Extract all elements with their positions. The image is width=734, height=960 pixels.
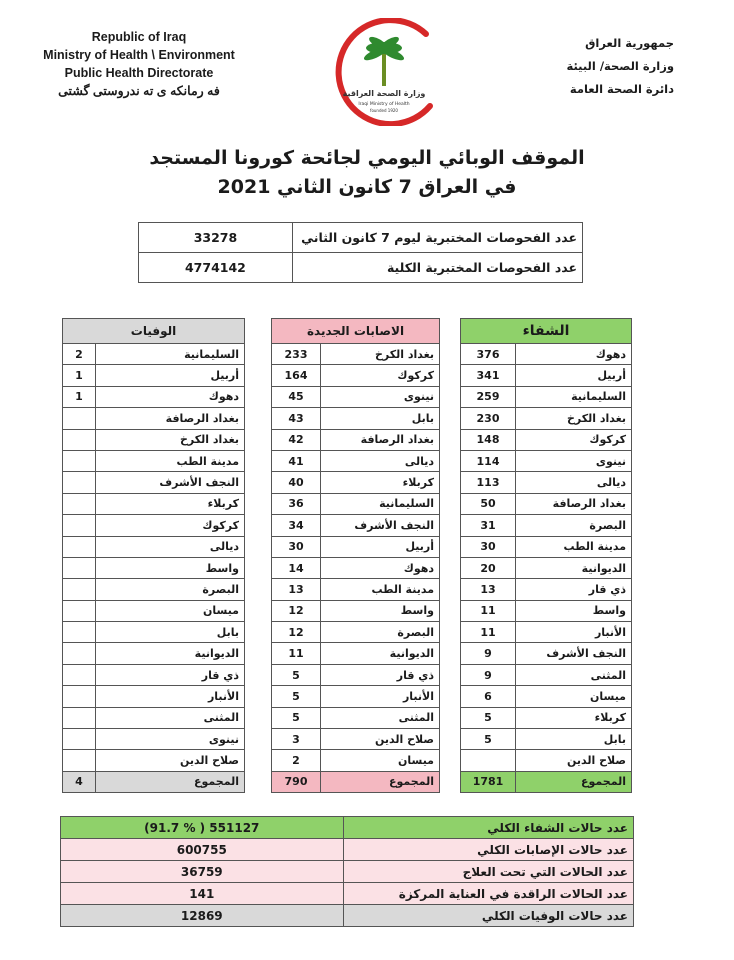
table-row bbox=[461, 707, 632, 728]
logo-founded-text: founded 1920 bbox=[370, 108, 398, 113]
header-right-line: دائرة الصحة العامة bbox=[569, 82, 674, 96]
row-value: 1 bbox=[63, 386, 96, 407]
total-row bbox=[272, 771, 440, 792]
header-left-line: فه رمانكه ى ته ندروستى گشتى bbox=[58, 84, 220, 98]
row-value: 20 bbox=[461, 557, 516, 578]
row-value: 43 bbox=[272, 408, 321, 429]
row-governorate: ميسان bbox=[96, 600, 245, 621]
row-governorate: نينوى bbox=[516, 450, 632, 471]
table-row bbox=[63, 536, 245, 557]
cases-header: الاصابات الجديدة bbox=[272, 319, 440, 344]
row-governorate: بغداد الكرخ bbox=[516, 408, 632, 429]
table-row bbox=[63, 408, 245, 429]
table-row bbox=[63, 750, 245, 771]
row-governorate: كركوك bbox=[321, 365, 440, 386]
row-value: 1 bbox=[63, 365, 96, 386]
row-value bbox=[63, 557, 96, 578]
table-row bbox=[272, 729, 440, 750]
table-row bbox=[461, 557, 632, 578]
summary-table bbox=[60, 816, 634, 927]
row-governorate: بغداد الكرخ bbox=[96, 429, 245, 450]
row-value: 30 bbox=[461, 536, 516, 557]
table-row bbox=[63, 579, 245, 600]
row-governorate: ذي قار bbox=[96, 664, 245, 685]
row-governorate: مدينة الطب bbox=[516, 536, 632, 557]
row-governorate: نينوى bbox=[96, 729, 245, 750]
ministry-logo bbox=[326, 18, 446, 126]
row-value: 114 bbox=[461, 450, 516, 471]
table-row bbox=[272, 750, 440, 771]
row-governorate: كربلاء bbox=[96, 493, 245, 514]
summary-label: عدد حالات الشفاء الكلي bbox=[343, 817, 633, 839]
table-row bbox=[461, 493, 632, 514]
table-row bbox=[272, 386, 440, 407]
row-governorate: كربلاء bbox=[516, 707, 632, 728]
header-right-line: وزارة الصحة/ البيئة bbox=[566, 59, 674, 73]
row-value bbox=[63, 429, 96, 450]
table-row bbox=[461, 536, 632, 557]
table-row bbox=[63, 515, 245, 536]
row-value bbox=[461, 750, 516, 771]
header-left-block bbox=[34, 28, 244, 100]
row-governorate: ديالى bbox=[516, 472, 632, 493]
row-governorate: السليمانية bbox=[321, 493, 440, 514]
logo-sub-text: Iraqi Ministry of Health bbox=[358, 102, 410, 107]
row-value: 11 bbox=[272, 643, 321, 664]
summary-row bbox=[61, 861, 634, 883]
row-governorate: الديوانية bbox=[321, 643, 440, 664]
tests-total-value: 4774142 bbox=[139, 253, 293, 283]
summary-row bbox=[61, 883, 634, 905]
header-left-line: Republic of Iraq bbox=[91, 30, 187, 44]
row-value: 5 bbox=[272, 664, 321, 685]
header-left-line: Public Health Directorate bbox=[64, 66, 214, 80]
row-value: 5 bbox=[272, 686, 321, 707]
table-row bbox=[461, 365, 632, 386]
row-value: 36 bbox=[272, 493, 321, 514]
row-value: 9 bbox=[461, 643, 516, 664]
palm-tree-icon bbox=[362, 35, 405, 86]
row-value bbox=[63, 600, 96, 621]
row-governorate: كركوك bbox=[516, 429, 632, 450]
summary-row bbox=[61, 839, 634, 861]
table-row bbox=[63, 386, 245, 407]
row-value: 41 bbox=[272, 450, 321, 471]
row-value: 341 bbox=[461, 365, 516, 386]
summary-label: عدد الحالات التي تحت العلاج bbox=[343, 861, 633, 883]
row-governorate: صلاح الدين bbox=[516, 750, 632, 771]
row-governorate: بابل bbox=[96, 622, 245, 643]
row-governorate: النجف الأشرف bbox=[321, 515, 440, 536]
row-governorate: كربلاء bbox=[321, 472, 440, 493]
row-value bbox=[63, 472, 96, 493]
row-governorate: أربيل bbox=[96, 365, 245, 386]
row-value: 113 bbox=[461, 472, 516, 493]
table-row bbox=[272, 557, 440, 578]
row-value: 148 bbox=[461, 429, 516, 450]
table-row bbox=[461, 686, 632, 707]
row-value bbox=[63, 729, 96, 750]
row-value: 233 bbox=[272, 344, 321, 365]
row-governorate: كركوك bbox=[96, 515, 245, 536]
row-value bbox=[63, 622, 96, 643]
row-governorate: السليمانية bbox=[516, 386, 632, 407]
row-value: 50 bbox=[461, 493, 516, 514]
total-label: المجموع bbox=[321, 771, 440, 792]
table-row bbox=[139, 223, 583, 253]
row-value: 14 bbox=[272, 557, 321, 578]
table-row bbox=[63, 493, 245, 514]
deaths-body bbox=[63, 319, 245, 793]
table-row bbox=[63, 365, 245, 386]
table-row bbox=[272, 408, 440, 429]
row-governorate: بابل bbox=[321, 408, 440, 429]
row-governorate: المثنى bbox=[321, 707, 440, 728]
recoveries-table bbox=[460, 318, 632, 793]
row-governorate: دهوك bbox=[516, 344, 632, 365]
summary-row bbox=[61, 905, 634, 927]
table-row bbox=[63, 707, 245, 728]
table-row bbox=[461, 579, 632, 600]
total-row bbox=[461, 771, 632, 792]
row-governorate: ذي قار bbox=[516, 579, 632, 600]
table-row bbox=[272, 515, 440, 536]
table-row bbox=[461, 600, 632, 621]
table-row bbox=[139, 253, 583, 283]
row-value: 45 bbox=[272, 386, 321, 407]
row-value bbox=[63, 664, 96, 685]
table-row bbox=[272, 707, 440, 728]
report-date: في العراق 7 كانون الثاني 2021 bbox=[217, 176, 517, 198]
report-title: الموقف الوبائي اليومي لجائحة كورونا المستجد bbox=[149, 147, 585, 169]
row-governorate: بغداد الرصافة bbox=[516, 493, 632, 514]
table-row bbox=[63, 450, 245, 471]
row-value: 6 bbox=[461, 686, 516, 707]
row-value: 9 bbox=[461, 664, 516, 685]
row-governorate: أربيل bbox=[516, 365, 632, 386]
recoveries-header: الشفاء bbox=[461, 319, 632, 344]
row-value: 34 bbox=[272, 515, 321, 536]
row-governorate: بغداد الكرخ bbox=[321, 344, 440, 365]
total-value: 4 bbox=[63, 771, 96, 792]
recoveries-body bbox=[461, 319, 632, 793]
table-row bbox=[461, 472, 632, 493]
table-row bbox=[272, 536, 440, 557]
table-row bbox=[272, 472, 440, 493]
row-governorate: الأنبار bbox=[96, 686, 245, 707]
row-governorate: ديالى bbox=[96, 536, 245, 557]
row-governorate: الأنبار bbox=[516, 622, 632, 643]
table-header-row bbox=[272, 319, 440, 344]
row-governorate: بغداد الرصافة bbox=[96, 408, 245, 429]
summary-value: (91.7 % ) 551127 bbox=[61, 817, 344, 839]
total-value: 1781 bbox=[461, 771, 516, 792]
table-row bbox=[63, 344, 245, 365]
row-value: 11 bbox=[461, 600, 516, 621]
table-row bbox=[63, 643, 245, 664]
table-row bbox=[461, 515, 632, 536]
row-value: 31 bbox=[461, 515, 516, 536]
table-row bbox=[272, 344, 440, 365]
table-row bbox=[272, 493, 440, 514]
table-row bbox=[63, 472, 245, 493]
row-value bbox=[63, 707, 96, 728]
row-governorate: دهوك bbox=[96, 386, 245, 407]
row-value bbox=[63, 579, 96, 600]
row-governorate: واسط bbox=[96, 557, 245, 578]
row-value bbox=[63, 450, 96, 471]
table-row bbox=[63, 429, 245, 450]
summary-label: عدد حالات الإصابات الكلي bbox=[343, 839, 633, 861]
table-row bbox=[461, 729, 632, 750]
table-row bbox=[461, 408, 632, 429]
row-governorate: واسط bbox=[321, 600, 440, 621]
row-governorate: المثنى bbox=[96, 707, 245, 728]
row-value: 259 bbox=[461, 386, 516, 407]
row-value: 40 bbox=[272, 472, 321, 493]
row-value: 13 bbox=[272, 579, 321, 600]
row-value bbox=[63, 536, 96, 557]
summary-label: عدد حالات الوفيات الكلي bbox=[343, 905, 633, 927]
tests-daily-label: عدد الفحوصات المختبرية ليوم 7 كانون الثاني bbox=[292, 223, 582, 253]
total-value: 790 bbox=[272, 771, 321, 792]
row-value bbox=[63, 493, 96, 514]
row-governorate: صلاح الدين bbox=[96, 750, 245, 771]
table-row bbox=[63, 729, 245, 750]
table-row bbox=[272, 622, 440, 643]
row-value: 13 bbox=[461, 579, 516, 600]
logo-title-text: وزارة الصحة العراقية bbox=[342, 89, 426, 98]
table-row bbox=[461, 750, 632, 771]
row-value: 230 bbox=[461, 408, 516, 429]
row-governorate: ميسان bbox=[321, 750, 440, 771]
row-governorate: مدينة الطب bbox=[96, 450, 245, 471]
table-row bbox=[461, 344, 632, 365]
row-value: 12 bbox=[272, 600, 321, 621]
row-governorate: البصرة bbox=[516, 515, 632, 536]
table-row bbox=[461, 664, 632, 685]
row-governorate: البصرة bbox=[96, 579, 245, 600]
row-value: 30 bbox=[272, 536, 321, 557]
row-governorate: البصرة bbox=[321, 622, 440, 643]
table-row bbox=[272, 365, 440, 386]
row-governorate: واسط bbox=[516, 600, 632, 621]
table-row bbox=[63, 557, 245, 578]
summary-label: عدد الحالات الراقدة في العناية المركزة bbox=[343, 883, 633, 905]
summary-row bbox=[61, 817, 634, 839]
row-value bbox=[63, 686, 96, 707]
row-governorate: ميسان bbox=[516, 686, 632, 707]
row-governorate: ذي قار bbox=[321, 664, 440, 685]
total-row bbox=[63, 771, 245, 792]
lab-tests-table bbox=[138, 222, 583, 283]
row-governorate: الديوانية bbox=[516, 557, 632, 578]
deaths-header: الوفيات bbox=[63, 319, 245, 344]
table-row bbox=[63, 686, 245, 707]
row-value: 2 bbox=[272, 750, 321, 771]
row-value bbox=[63, 643, 96, 664]
table-row bbox=[63, 600, 245, 621]
header-right-block bbox=[554, 32, 674, 101]
summary-value: 36759 bbox=[61, 861, 344, 883]
table-row bbox=[63, 622, 245, 643]
row-value: 164 bbox=[272, 365, 321, 386]
table-row bbox=[461, 429, 632, 450]
row-governorate: الأنبار bbox=[321, 686, 440, 707]
table-row bbox=[63, 664, 245, 685]
row-governorate: الديوانية bbox=[96, 643, 245, 664]
table-row bbox=[461, 386, 632, 407]
row-value: 12 bbox=[272, 622, 321, 643]
table-row bbox=[461, 622, 632, 643]
table-row bbox=[272, 643, 440, 664]
table-row bbox=[461, 450, 632, 471]
row-governorate: النجف الأشرف bbox=[516, 643, 632, 664]
row-governorate: السليمانية bbox=[96, 344, 245, 365]
table-row bbox=[272, 686, 440, 707]
table-row bbox=[272, 579, 440, 600]
summary-value: 600755 bbox=[61, 839, 344, 861]
row-value: 5 bbox=[461, 707, 516, 728]
row-governorate: دهوك bbox=[321, 557, 440, 578]
total-label: المجموع bbox=[96, 771, 245, 792]
table-header-row bbox=[461, 319, 632, 344]
tests-daily-value: 33278 bbox=[139, 223, 293, 253]
row-governorate: مدينة الطب bbox=[321, 579, 440, 600]
table-row bbox=[272, 664, 440, 685]
summary-body bbox=[61, 817, 634, 927]
summary-value: 12869 bbox=[61, 905, 344, 927]
row-value: 42 bbox=[272, 429, 321, 450]
table-row bbox=[272, 429, 440, 450]
deaths-table bbox=[62, 318, 245, 793]
row-value: 3 bbox=[272, 729, 321, 750]
total-label: المجموع bbox=[516, 771, 632, 792]
table-row bbox=[272, 600, 440, 621]
row-governorate: بغداد الرصافة bbox=[321, 429, 440, 450]
table-row bbox=[272, 450, 440, 471]
cases-body bbox=[272, 319, 440, 793]
table-header-row bbox=[63, 319, 245, 344]
row-governorate: ديالى bbox=[321, 450, 440, 471]
row-value: 5 bbox=[461, 729, 516, 750]
row-value bbox=[63, 408, 96, 429]
row-governorate: بابل bbox=[516, 729, 632, 750]
row-value: 5 bbox=[272, 707, 321, 728]
row-value: 11 bbox=[461, 622, 516, 643]
row-governorate: صلاح الدين bbox=[321, 729, 440, 750]
row-governorate: النجف الأشرف bbox=[96, 472, 245, 493]
row-value bbox=[63, 515, 96, 536]
row-governorate: نينوى bbox=[321, 386, 440, 407]
header-right-line: جمهورية العراق bbox=[585, 36, 674, 50]
new-cases-table bbox=[271, 318, 440, 793]
row-governorate: أربيل bbox=[321, 536, 440, 557]
header-left-line: Ministry of Health \ Environment bbox=[43, 48, 235, 62]
row-value: 2 bbox=[63, 344, 96, 365]
table-row bbox=[461, 643, 632, 664]
row-value: 376 bbox=[461, 344, 516, 365]
row-value bbox=[63, 750, 96, 771]
row-governorate: المثنى bbox=[516, 664, 632, 685]
tests-total-label: عدد الفحوصات المختبرية الكلية bbox=[292, 253, 582, 283]
summary-value: 141 bbox=[61, 883, 344, 905]
